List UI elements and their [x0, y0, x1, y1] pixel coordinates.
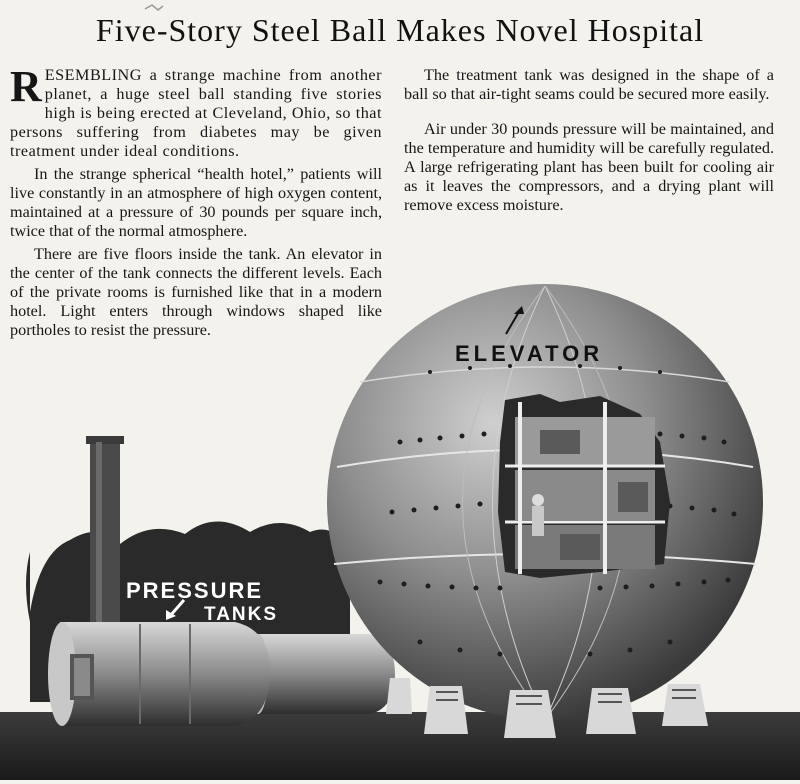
label-pressure: PRESSURE	[126, 578, 264, 603]
article-column-right	[404, 66, 774, 215]
article-paragraph-4: The treatment tank was designed in the shape of a ball so that air-tight seams could be secured more easily.	[404, 66, 774, 103]
headline: Five-Story Steel Ball Makes Novel Hospital	[95, 12, 705, 48]
article-paragraph-1	[10, 62, 382, 161]
article-paragraph-5: Air under 30 pounds pressure will be maintained, and the temperature and humidity will be carefully regulated. A large refrigerating plant has been built for cooling air as it leaves the compressors, and a drying plant will remove excess moisture.	[404, 120, 774, 214]
drop-cap: R	[10, 62, 42, 111]
paragraph-1-text: ESEMBLING a strange machine from another planet, a huge steel ball standing five stories high is being erected at Cleveland, Ohio, so that persons suffering from diabetes may be given treatment under ideal conditions.	[10, 66, 382, 160]
pressure-tanks	[48, 622, 395, 726]
sphere-illustration	[0, 282, 800, 780]
article-paragraph-3: There are five floors inside the tank. An elevator in the center of the tank connects the different levels. Each of the private rooms is furnished like that in a modern hotel. Light enters through windows shaped like portholes to resist the pressure.	[10, 245, 382, 339]
label-tanks: TANKS	[204, 604, 279, 625]
label-elevator: ELEVATOR	[455, 341, 604, 366]
article-paragraph-2: In the strange spherical “health hotel,” patients will live constantly in an atmosphere of high oxygen content, maintained at a pressure of 30 pounds per square inch, twice that of the normal atmosphere.	[10, 165, 382, 240]
chimney	[90, 440, 120, 640]
cutaway-interior	[498, 394, 670, 578]
